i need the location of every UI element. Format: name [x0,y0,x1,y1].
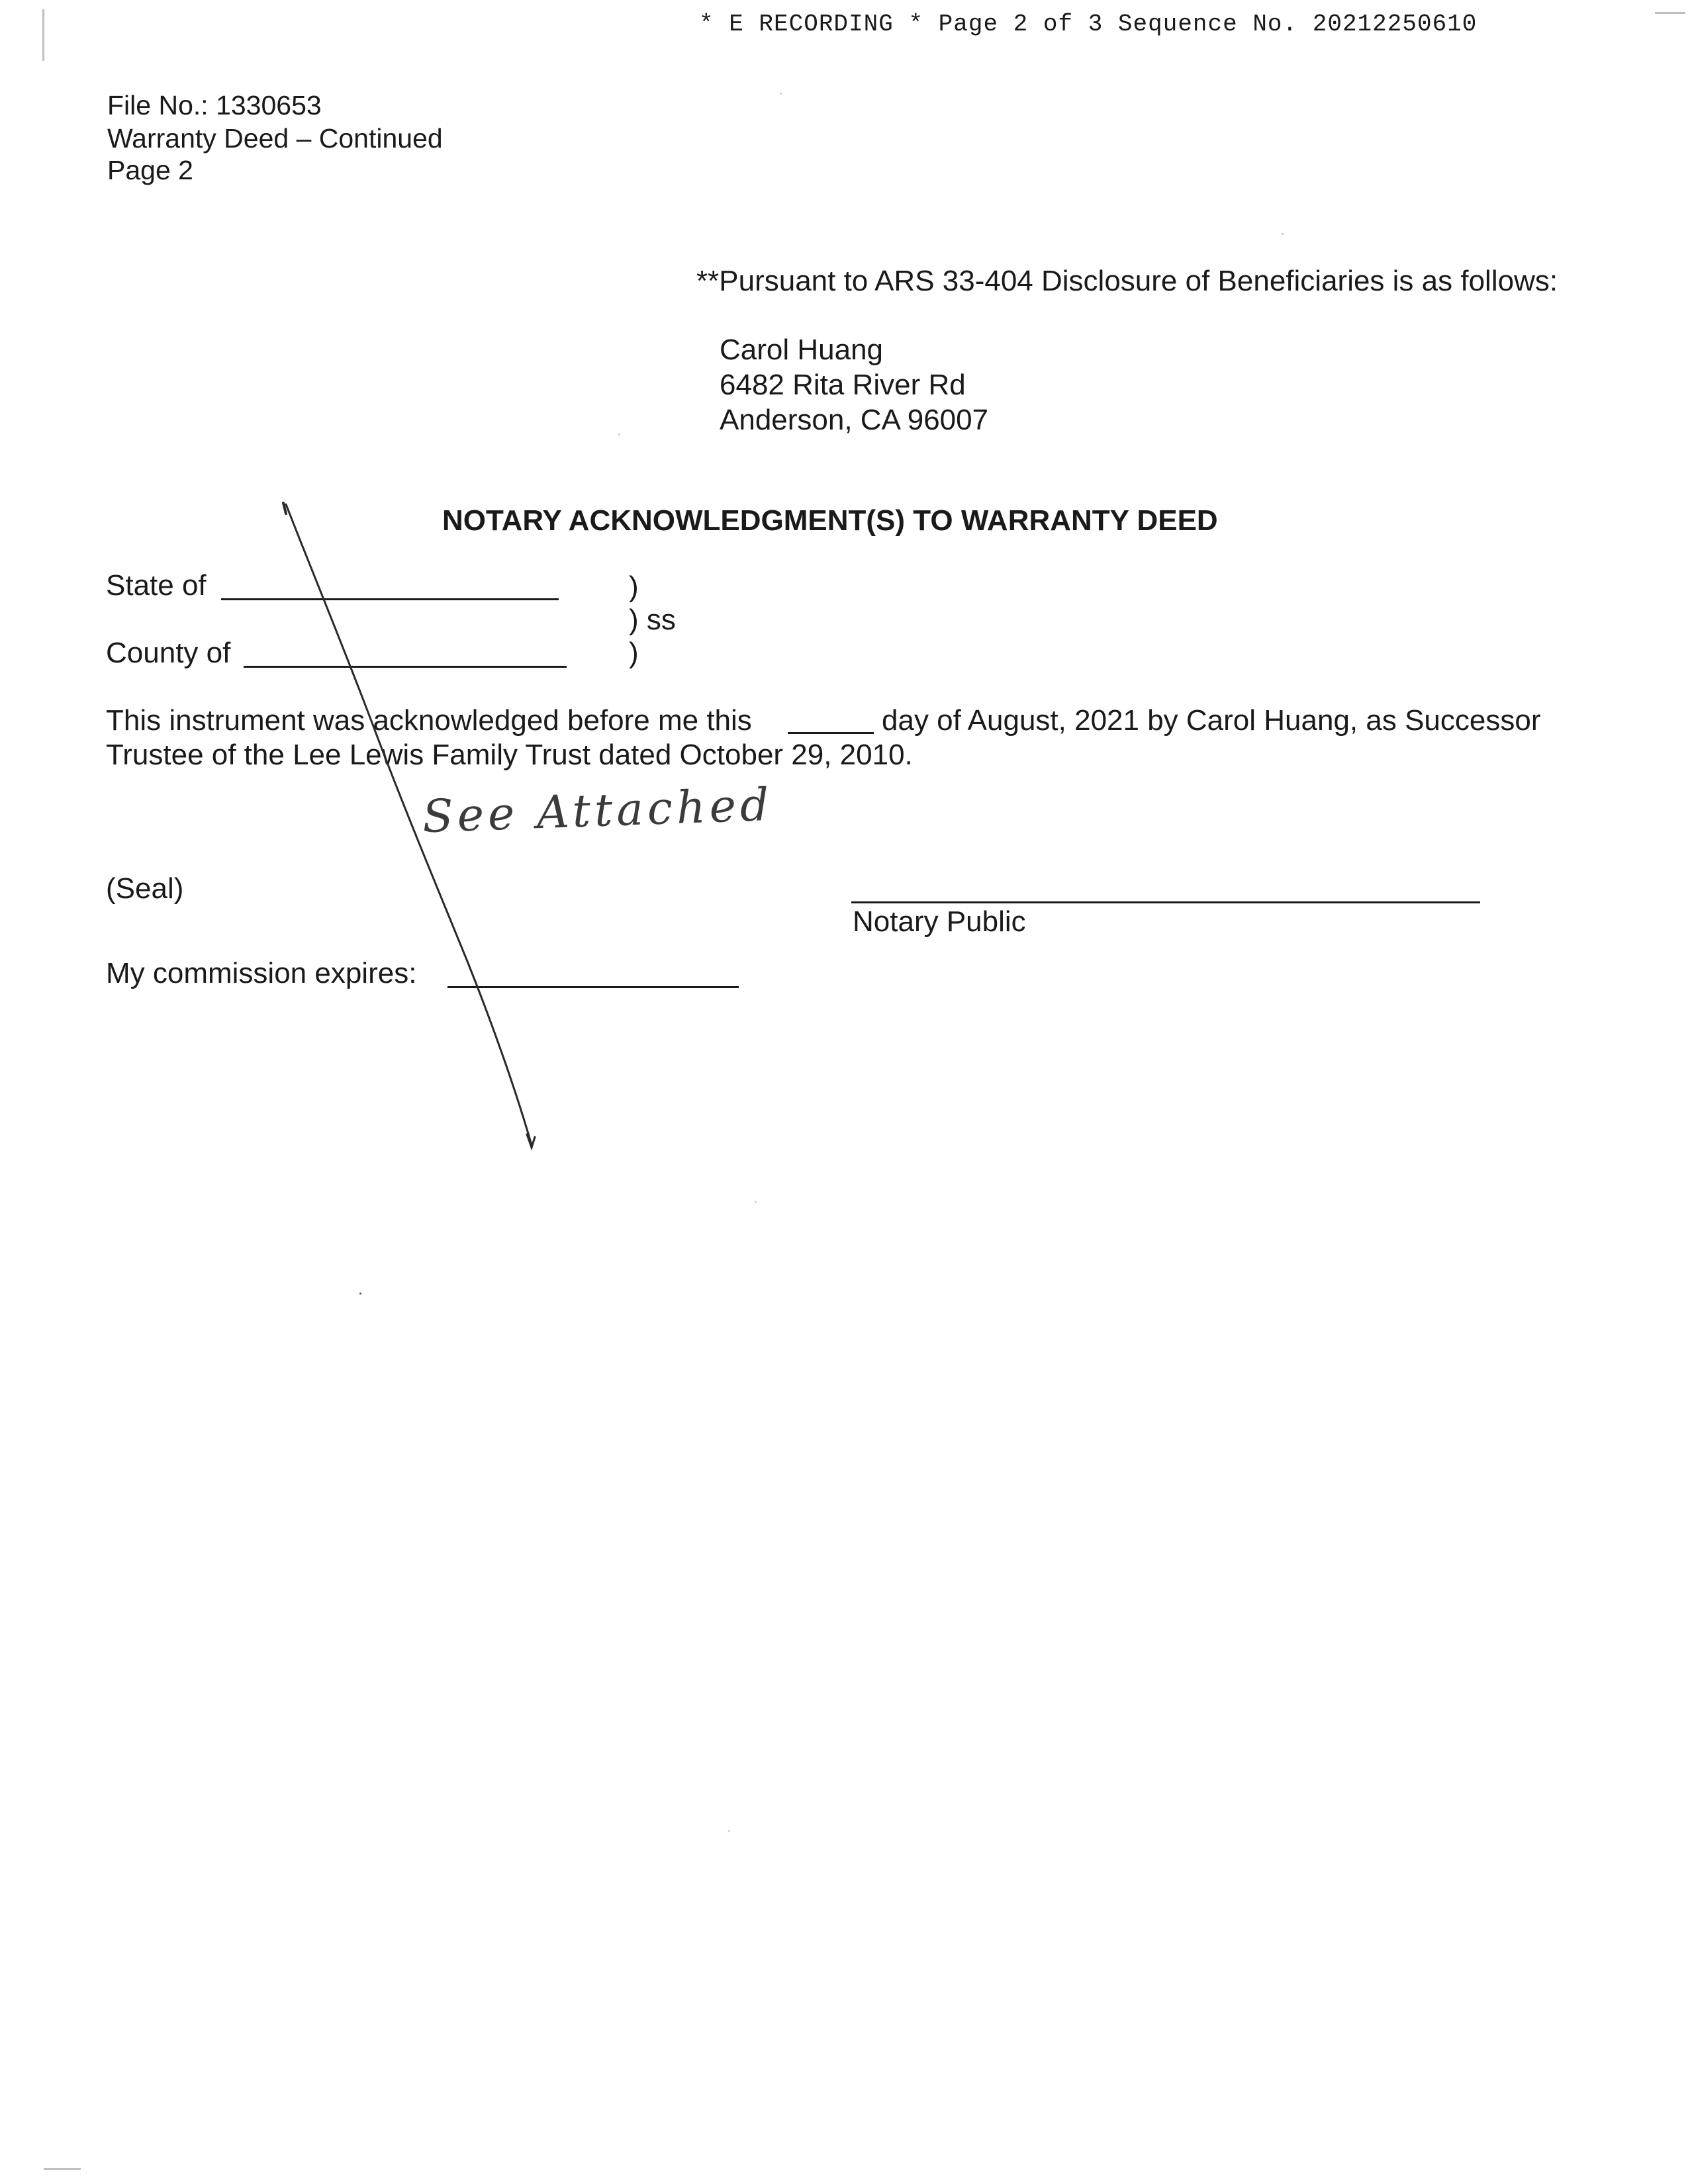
disclosure-heading: **Pursuant to ARS 33-404 Disclosure of Beneficiaries is as follows: [696,265,1558,297]
acknowledgment-line-2: Trustee of the Lee Lewis Family Trust dated October 29, 2010. [106,739,913,771]
venue-paren-ss: ) ss [629,604,676,636]
notary-public-label: Notary Public [853,905,1026,938]
seal-label: (Seal) [106,872,184,905]
acknowledgment-line-1a: This instrument was acknowledged before me this [106,704,752,737]
document-title: Warranty Deed – Continued [107,123,443,154]
notary-title: NOTARY ACKNOWLEDGMENT(S) TO WARRANTY DEED [442,504,1218,537]
handwritten-see-attached: See Attached [421,778,774,844]
county-label: County of [106,637,231,669]
file-number: 1330653 [216,90,322,120]
commission-label: My commission expires: [106,957,417,989]
acknowledgment-line-1b: day of August, 2021 by Carol Huang, as Successor [882,704,1541,737]
beneficiary-name: Carol Huang [720,334,884,366]
beneficiary-street: 6482 Rita River Rd [720,369,966,401]
venue-paren-bottom: ) [629,637,639,669]
venue-paren-top: ) [629,570,639,603]
page-label: Page 2 [107,155,193,185]
state-label: State of [106,569,207,602]
recording-header: * E RECORDING * Page 2 of 3 Sequence No. 20212250610 [699,11,1477,38]
file-number-label: File No.: [107,90,209,120]
beneficiary-city: Anderson, CA 96007 [720,404,989,436]
